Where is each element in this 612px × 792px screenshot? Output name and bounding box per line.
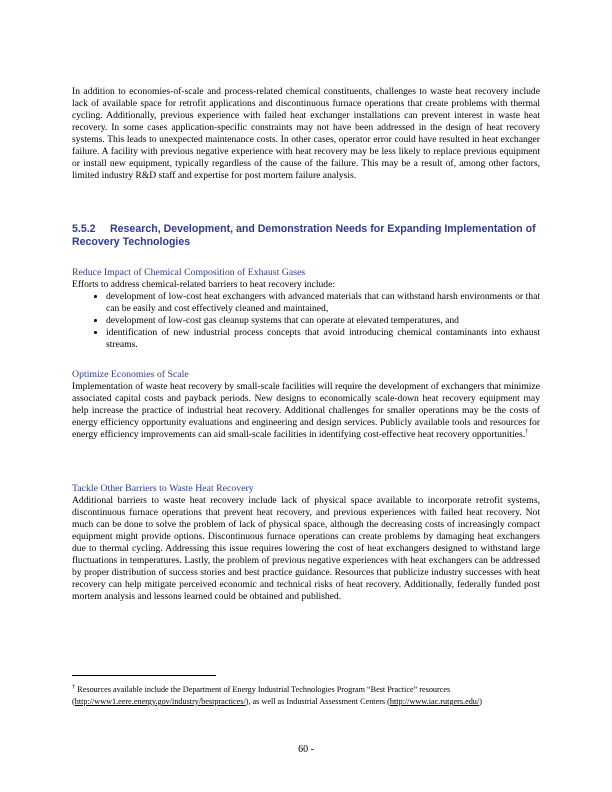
list-item: • development of low-cost heat exchangers with advanced materials that can withstand harsh environments or that can be easily and cost effectively cleaned and maintained, — [106, 291, 540, 315]
section-number: 5.5.2 — [72, 223, 96, 235]
economies-paragraph — [72, 381, 540, 441]
footnote-text-middle: ), as well as Industrial Assessment Centers ( — [245, 697, 390, 706]
footnote-divider — [72, 675, 216, 676]
list-item: • identification of new industrial process concepts that avoid introducing chemical contaminants into exhaust streams. — [106, 327, 540, 351]
list-item: • development of low-cost gas cleanup systems that can operate at elevated temperatures, and — [106, 315, 540, 327]
document-page — [72, 0, 540, 792]
barriers-subheading: Tackle Other Barriers to Waste Heat Recovery — [72, 483, 254, 494]
best-practices-link[interactable]: http://www1.eere.energy.gov/industry/bestpractices/ — [74, 697, 246, 706]
economies-paragraph-text: Implementation of waste heat recovery by small-scale facilities will require the development of exchangers that minimize associated capital costs and payback periods. New designs to economically scale-down heat recovery equipment may help increase the practice of industrial heat recovery. Additional challenges for smaller operations may be the costs of energy efficiency opportunity evaluations and engineering and design services. Publicly available tools and resources for energy efficiency improvements can aid small-scale facilities in identifying cost-effective heat recovery opportunities. — [72, 381, 540, 440]
chemical-subheading: Reduce Impact of Chemical Composition of Exhaust Gases — [72, 267, 306, 278]
economies-subheading: Optimize Economies of Scale — [72, 369, 189, 380]
intro-paragraph: In addition to economies-of-scale and process-related chemical constituents, challenges to waste heat recovery include lack of available space for retrofit applications and discontinuous furnace operations that create problems with thermal cycling. Additionally, previous experience with failed heat exchanger installations can prevent interest in waste heat recovery. In some cases application-specific constraints may not have been addressed in the design of heat recovery systems. This leads to unexpected maintenance costs. In other cases, operator error could have resulted in heat exchanger failure. A facility with previous negative experience with heat recovery may be less likely to replace previous equipment or install new equipment, typically regardless of the cause of the failure. This may be a result of, among other factors, limited industry R&D staff and expertise for post mortem failure analysis. — [72, 86, 540, 181]
footnote-text-after: ) — [479, 697, 482, 706]
footnote-text-before: Resources available include the Department of Energy Industrial Technologies Program “Best Practice” resources ( — [72, 685, 451, 706]
barriers-paragraph: Additional barriers to waste heat recovery include lack of physical space available to incorporate retrofit systems, discontinuous furnace operations that prevent heat recovery, and previous experiences with failed heat recovery. Not much can be done to solve the problem of lack of physical space, although the decreasing costs of increasingly compact equipment might provide options. Discontinuous furnace operations can create problems by damaging heat exchangers due to thermal cycling. Addressing this issue requires lowering the cost of heat exchangers designed to withstand large fluctuations in temperatures. Lastly, the problem of previous negative experiences with heat exchangers can be addressed by proper distribution of success stories and best practice guidance. Resources that publicize industry successes with heat recovery can help mitigate perceived economic and technical risks of heat recovery. Additionally, federally funded post mortem analysis and lessons learned could be obtained and published. — [72, 495, 540, 602]
section-heading — [72, 223, 540, 248]
chemical-bullet-list — [72, 291, 540, 351]
chemical-subsection — [72, 267, 540, 351]
footnote-mark: † — [72, 683, 76, 691]
barriers-subsection — [72, 483, 540, 603]
footnote — [72, 684, 540, 708]
chemical-lead-text: Efforts to address chemical-related barriers to heat recovery include: — [72, 279, 335, 290]
iac-rutgers-link[interactable]: http://www.iac.rutgers.edu/ — [389, 697, 480, 706]
page-number: 60 - — [298, 744, 314, 755]
section-title: Research, Development, and Demonstration Needs for Expanding Implementation of Recovery Technologies — [72, 223, 536, 248]
economies-subsection — [72, 369, 540, 441]
footnote-reference-mark[interactable]: † — [525, 427, 529, 435]
